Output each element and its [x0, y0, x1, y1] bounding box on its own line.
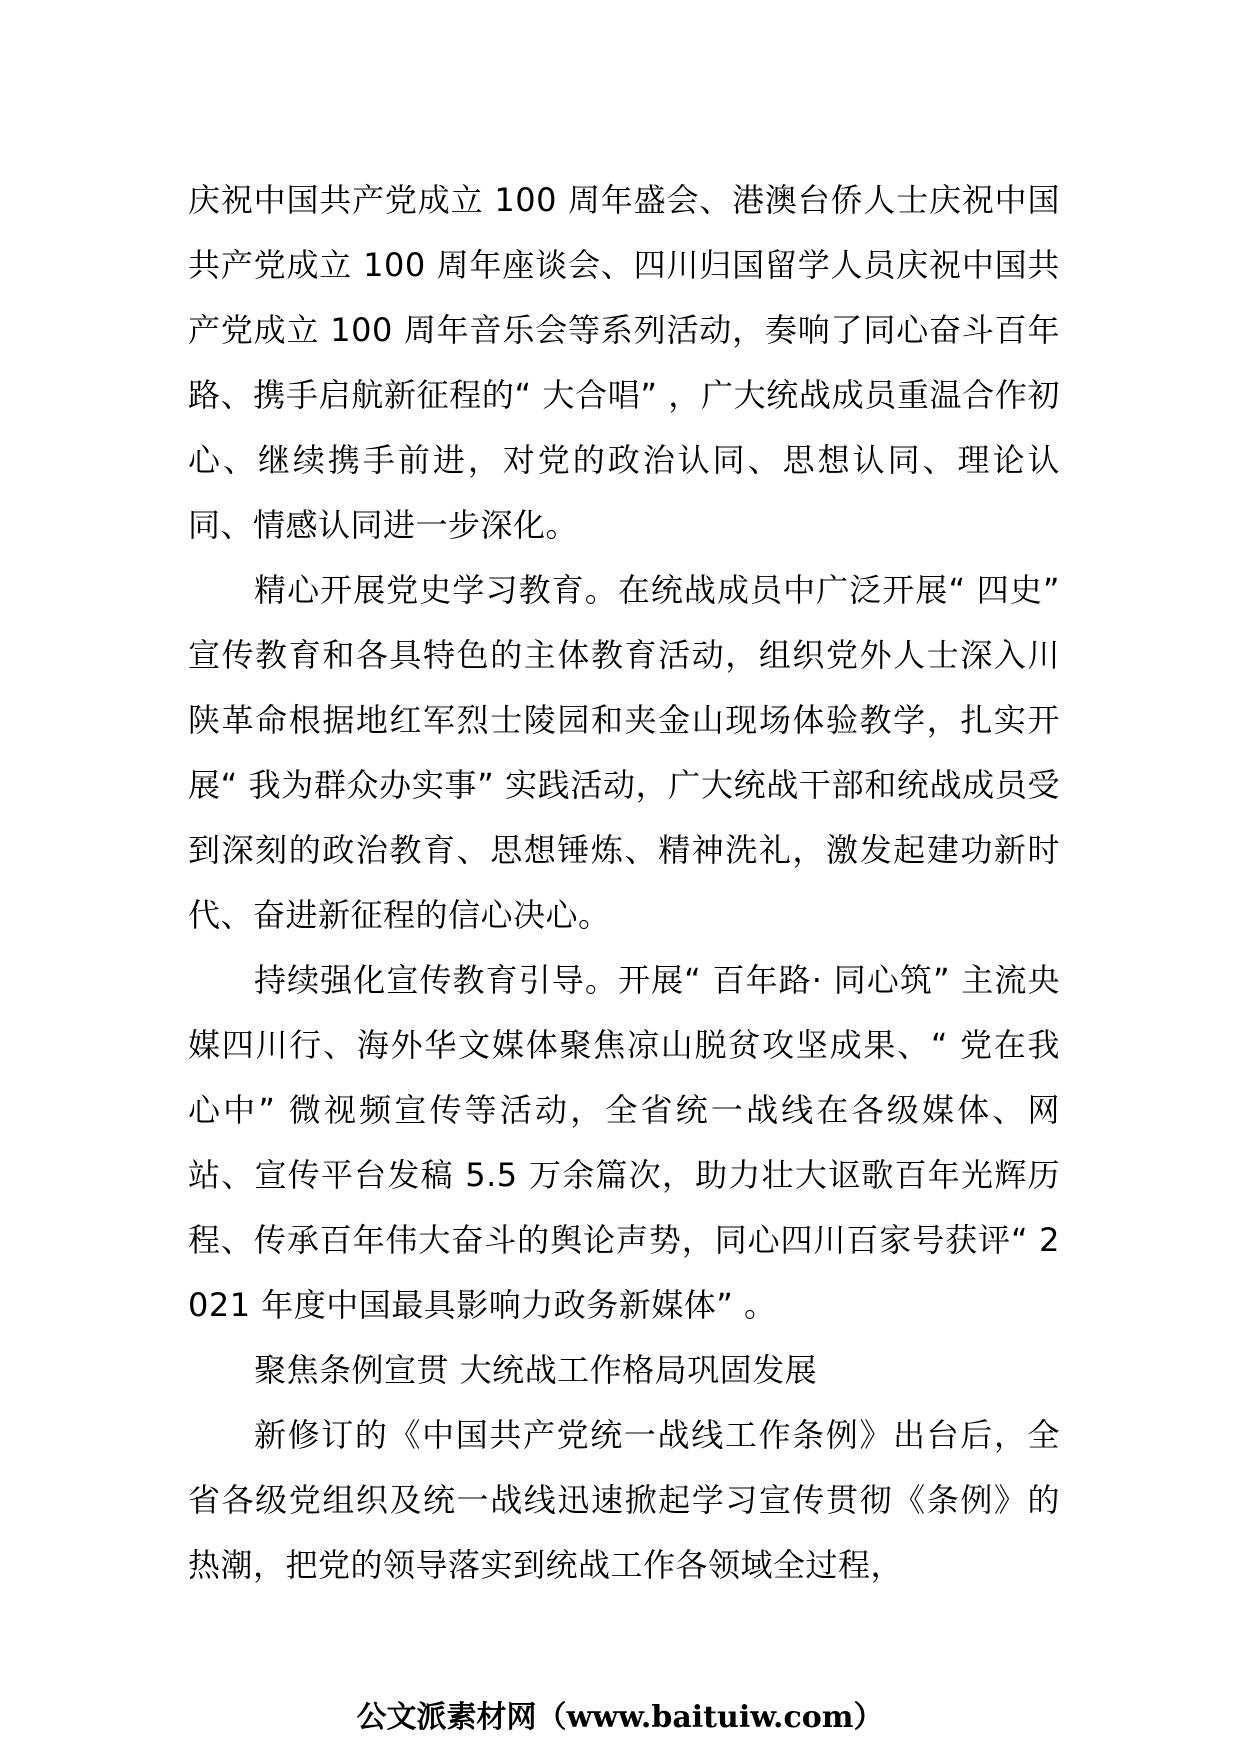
section-heading: 聚焦条例宣贯 大统战工作格局巩固发展 [254, 1351, 818, 1389]
paragraph-4: 新修订的《中国共产党统一战线工作条例》出台后，全省各级党组织及统一战线迅速掀起学习宣传贯彻《条例》的热潮，把党的领导落实到统战工作各领域全过程， [188, 1416, 1060, 1584]
document-body [188, 168, 1060, 1598]
paragraph-2: 精心开展党史学习教育。在统战成员中广泛开展“ 四史” 宣传教育和各具特色的主体教育活动，组织党外人士深入川陕革命根据地红军烈士陵园和夹金山现场体验教学，扎实开展“ 我为群众办实事” 实践活动，广大统战干部和统战成员受到深刻的政治教育、思想锤炼、精神洗礼，激发起建功新时代、奋进新征程的信心决心。 [188, 571, 1060, 934]
paragraph-3: 持续强化宣传教育引导。开展“ 百年路· 同心筑” 主流央媒四川行、海外华文媒体聚焦凉山脱贫攻坚成果、“ 党在我心中” 微视频宣传等活动，全省统一战线在各级媒体、网站、宣传平台发稿 5.5 万余篇次，助力壮大讴歌百年光辉历程、传承百年伟大奋斗的舆论声势，同心四川百家号获评“ 2021 年度中国最具影响力政务新媒体” 。 [188, 961, 1060, 1324]
page-footer: 公文派素材网（www.baituiw.com） [356, 1700, 884, 1735]
paragraph-1: 庆祝中国共产党成立 100 周年盛会、港澳台侨人士庆祝中国共产党成立 100 周年座谈会、四川归国留学人员庆祝中国共产党成立 100 周年音乐会等系列活动，奏响了同心奋斗百年路、携手启航新征程的“ 大合唱” ，广大统战成员重温合作初心、继续携手前进，对党的政治认同、思想认同、理论认同、情感认同进一步深化。 [188, 181, 1060, 544]
